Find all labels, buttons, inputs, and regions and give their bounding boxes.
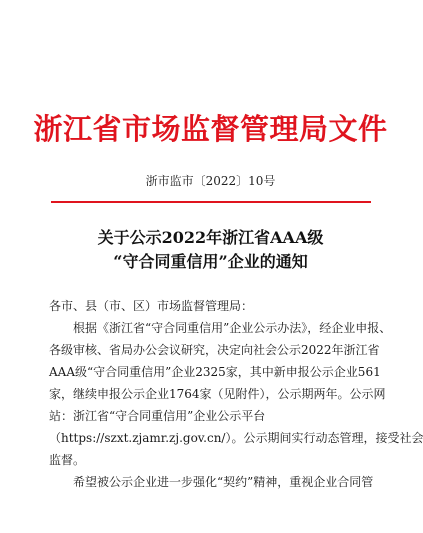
paragraph-1-line: （https://szxt.zjamr.zj.gov.cn/）。公示期间实行动态管理，接受社会 bbox=[49, 431, 423, 445]
notice-title-line-2: “守合同重信用”企业的通知 bbox=[113, 252, 308, 271]
red-divider-line bbox=[51, 201, 371, 203]
paragraph-2-line: 希望被公示企业进一步强化“契约”精神，重视企业合同管 bbox=[73, 475, 374, 489]
paragraph-1-line: 家，继续申报公示企业1764家（见附件），公示期两年。公示网 bbox=[49, 387, 386, 401]
document-body bbox=[49, 295, 423, 493]
paragraph-1-line: AAA级“守合同重信用”企业2325家，其中新申报公示企业561 bbox=[49, 365, 381, 379]
paragraph-1 bbox=[49, 317, 423, 471]
paragraph-1-line: 站：浙江省“守合同重信用”企业公示平台 bbox=[49, 409, 266, 423]
notice-title-line-1: 关于公示2022年浙江省AAA级 bbox=[97, 228, 324, 247]
paragraph-1-line: 监督。 bbox=[49, 453, 86, 467]
document-number: 浙市监市〔2022〕10号 bbox=[145, 174, 276, 188]
paragraph-2 bbox=[49, 471, 373, 493]
document-header-title: 浙江省市场监督管理局文件 bbox=[33, 112, 388, 146]
paragraph-1-line: 根据《浙江省“守合同重信用”企业公示办法》，经企业申报、 bbox=[73, 321, 392, 335]
salutation: 各市、县（市、区）市场监督管理局： bbox=[49, 299, 254, 313]
paragraph-1-line: 各级审核、省局办公会议研究，决定向社会公示2022年浙江省 bbox=[49, 343, 380, 357]
